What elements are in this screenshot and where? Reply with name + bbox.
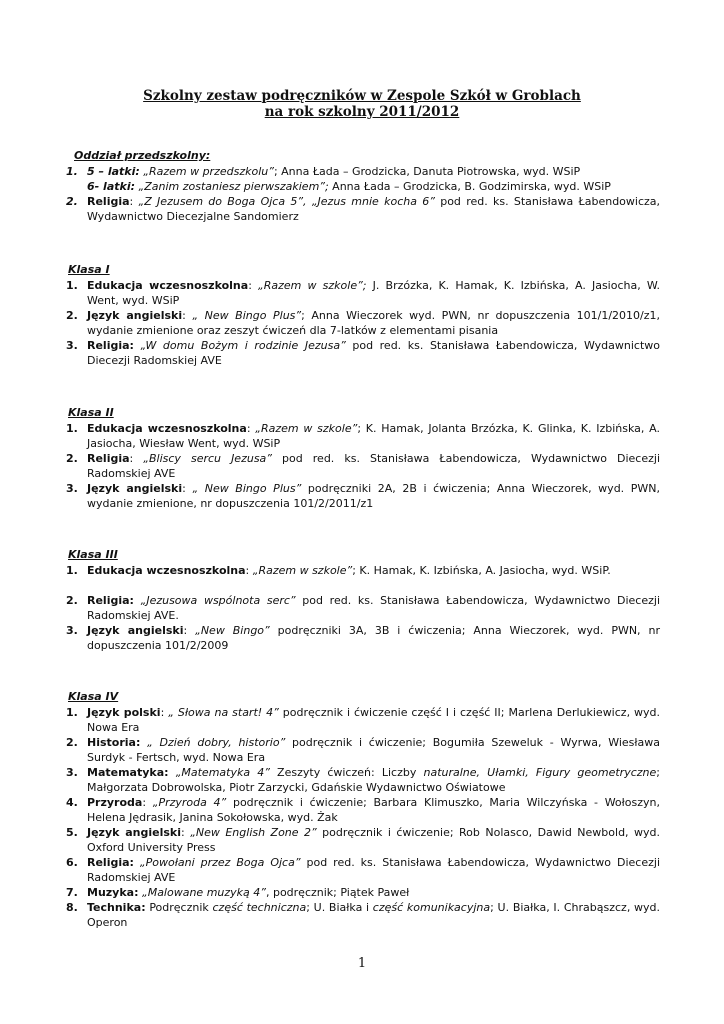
list-item: 5. Język angielski: „New English Zone 2” podręcznik i ćwiczenie; Rob Nolasco, Dawid Newbold, wyd. Oxford University Press — [66, 826, 660, 855]
list-item: 1. Język polski: „ Słowa na start! 4” podręcznik i ćwiczenie część I i część II; Marlena Derlukiewicz, wyd. Nowa Era — [66, 706, 661, 735]
list-item: 2. Religia: „Z Jezusem do Boga Ojca 5”, „Jezus mnie kocha 6” pod red. ks. Stanisława Łabendowicza, Wydawnictwo Diecezjalne Sandomierz — [66, 195, 661, 224]
section-heading-przedszkole: Oddział przedszkolny: — [74, 149, 211, 162]
list-item: 3. Matematyka: „Matematyka 4” Zeszyty ćwiczeń: Liczby naturalne, Ułamki, Figury geometryczne; Małgorzata Dobrowolska, Piotr Zarzycki, Gdańskie Wydawnictwo Oświatowe — [66, 766, 660, 795]
section-heading-klasa-2: Klasa II — [68, 406, 114, 419]
list-item: 8. Technika: Podręcznik część techniczna; U. Białka i część komunikacyjna; U. Białka, I. Chrabąszcz, wyd. Operon — [66, 901, 661, 930]
section-heading-klasa-4: Klasa IV — [68, 690, 119, 703]
list-item: 7. Muzyka: „Malowane muzyką 4”, podręcznik; Piątek Paweł — [66, 886, 410, 899]
list-item: 1. Edukacja wczesnoszkolna: „Razem w szkole”; K. Hamak, K. Izbińska, A. Jasiocha, wyd. WSiP. — [66, 564, 611, 577]
page-number: 1 — [357, 956, 367, 971]
list-item: 1. 5 – latki: „Razem w przedszkolu”; Anna Łada – Grodzicka, Danuta Piotrowska, wyd. WSiP — [66, 165, 581, 178]
list-item: 3. Religia: „W domu Bożym i rodzinie Jezusa” pod red. ks. Stanisława Łabendowicza, Wydawnictwo Diecezji Radomskiej AVE — [66, 339, 661, 368]
list-item: 6- latki: „Zanim zostaniesz pierwszakiem”; Anna Łada – Grodzicka, B. Godzimirska, wyd. WSiP — [87, 180, 611, 193]
list-item: 2. Język angielski: „ New Bingo Plus”; Anna Wieczorek wyd. PWN, nr dopuszczenia 101/1/2010/z1, wydanie zmienione oraz zeszyt ćwiczeń dla 7-latków z elementami pisania — [66, 309, 660, 338]
list-item: 3. Język angielski: „ New Bingo Plus” podręczniki 2A, 2B i ćwiczenia; Anna Wieczorek, wyd. PWN, wydanie zmienione, nr dopuszczenia 101/2/2011/z1 — [66, 482, 660, 511]
section-heading-klasa-1: Klasa I — [68, 263, 110, 276]
list-item: 1. Edukacja wczesnoszkolna: „Razem w szkole”; J. Brzózka, K. Hamak, K. Izbińska, A. Jasiocha, W. Went, wyd. WSiP — [66, 279, 660, 308]
document-subtitle: na rok szkolny 2011/2012 — [264, 104, 460, 120]
document-title: Szkolny zestaw podręczników w Zespole Szkół w Groblach — [143, 88, 581, 104]
list-item: 2. Religia: „Bliscy sercu Jezusa” pod red. ks. Stanisława Łabendowicza, Wydawnictwo Diecezji Radomskiej AVE — [66, 452, 661, 481]
list-item: 2. Religia: „Jezusowa wspólnota serc” pod red. ks. Stanisława Łabendowicza, Wydawnictwo Diecezji Radomskiej AVE. — [66, 594, 661, 623]
section-heading-klasa-3: Klasa III — [68, 548, 118, 561]
list-item: 3. Język angielski: „New Bingo” podręczniki 3A, 3B i ćwiczenia; Anna Wieczorek, wyd. PWN, nr dopuszczenia 101/2/2009 — [66, 624, 660, 653]
list-item: 1. Edukacja wczesnoszkolna: „Razem w szkole”; K. Hamak, Jolanta Brzózka, K. Glinka, K. Izbińska, A. Jasiocha, Wiesław Went, wyd. WSiP — [66, 422, 660, 451]
list-item: 4. Przyroda: „Przyroda 4” podręcznik i ćwiczenie; Barbara Klimuszko, Maria Wilczyńska - Wołoszyn, Helena Jędrasik, Janina Sokołowska, wyd. Żak — [66, 796, 661, 825]
list-item: 2. Historia: „ Dzień dobry, historio” podręcznik i ćwiczenie; Bogumiła Szeweluk - Wyrwa, Wiesława Surdyk - Fertsch, wyd. Nowa Era — [66, 736, 660, 765]
list-item: 6. Religia: „Powołani przez Boga Ojca” pod red. ks. Stanisława Łabendowicza, Wydawnictwo Diecezji Radomskiej AVE — [66, 856, 660, 885]
